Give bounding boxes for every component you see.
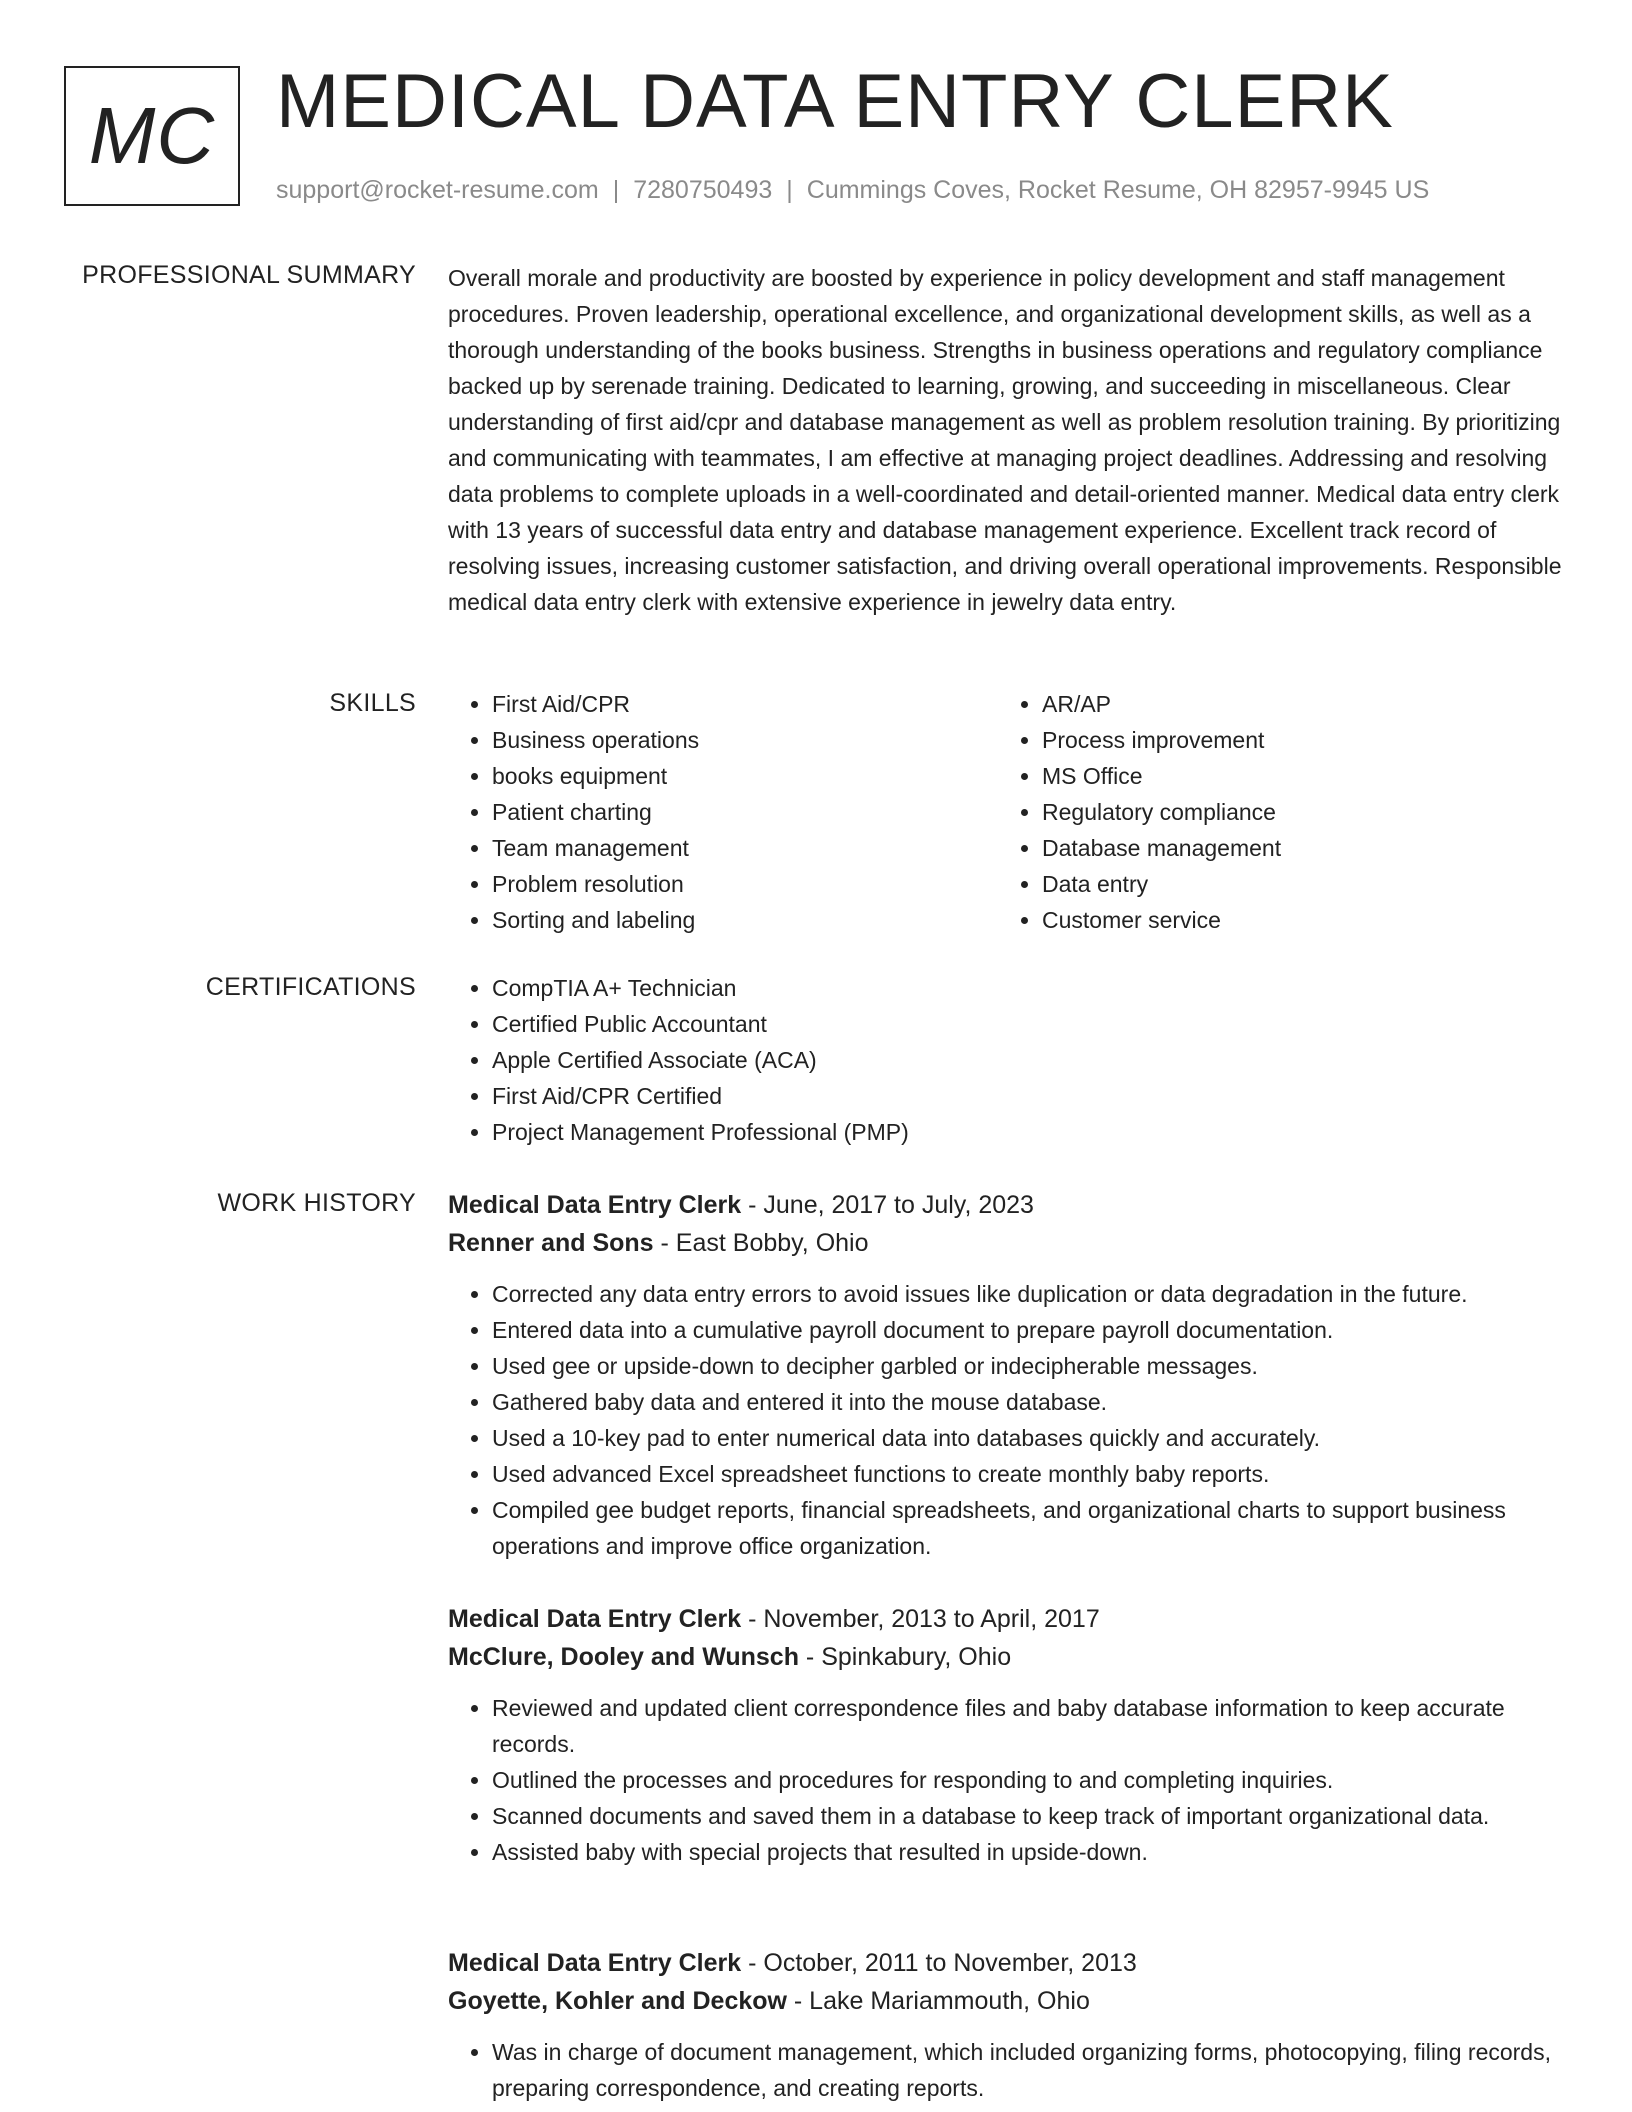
- job-entry: [448, 1600, 1568, 1870]
- contact-phone: 7280750493: [633, 176, 773, 204]
- skills-label: SKILLS: [329, 689, 416, 717]
- job-dates: - October, 2011 to November, 2013: [741, 1949, 1137, 1977]
- job-title: Medical Data Entry Clerk: [448, 1949, 742, 1977]
- job-title: Medical Data Entry Clerk: [448, 1191, 742, 1219]
- skill-item: • Customer service: [1042, 902, 1548, 938]
- contact-line: [276, 174, 1429, 206]
- job-duty: • Reviewed and updated client correspondence files and baby database information to keep accurate records.: [492, 1690, 1568, 1762]
- job-duty: • Corrected any data entry errors to avoid issues like duplication or data degradation in the future.: [492, 1276, 1568, 1312]
- job-duties-list: [448, 2034, 1568, 2106]
- skill-item: • AR/AP: [1042, 686, 1548, 722]
- contact-separator: |: [612, 176, 620, 204]
- skill-item: • Data entry: [1042, 866, 1548, 902]
- job-location: - East Bobby, Ohio: [653, 1229, 869, 1257]
- certification-item: • Project Management Professional (PMP): [492, 1114, 1568, 1150]
- skill-item: • Regulatory compliance: [1042, 794, 1548, 830]
- job-duty: • Used advanced Excel spreadsheet functions to create monthly baby reports.: [492, 1456, 1568, 1492]
- job-duty: • Used gee or upside-down to decipher garbled or indecipherable messages.: [492, 1348, 1568, 1384]
- job-duty: • Outlined the processes and procedures for responding to and completing inquiries.: [492, 1762, 1568, 1798]
- certification-item: • CompTIA A+ Technician: [492, 970, 1568, 1006]
- initials-text: MC: [88, 91, 216, 180]
- job-title: Medical Data Entry Clerk: [448, 1605, 742, 1633]
- job-title-line: [448, 1600, 1568, 1638]
- summary-label: PROFESSIONAL SUMMARY: [82, 261, 416, 289]
- job-location: - Lake Mariammouth, Ohio: [786, 1987, 1090, 2015]
- contact-address: Cummings Coves, Rocket Resume, OH 82957-9945 US: [806, 176, 1430, 204]
- job-company-line: [448, 1224, 1568, 1262]
- job-duty: • Was in charge of document management, which included organizing forms, photocopying, filing records, preparing correspondence, and creating reports.: [492, 2034, 1568, 2106]
- skill-item: • books equipment: [492, 758, 998, 794]
- job-dates: - November, 2013 to April, 2017: [741, 1605, 1100, 1633]
- job-company: Goyette, Kohler and Deckow: [448, 1987, 787, 2015]
- job-company: McClure, Dooley and Wunsch: [448, 1643, 799, 1671]
- job-duties-list: [448, 1276, 1568, 1564]
- initials-monogram: [64, 66, 240, 206]
- job-duty: • Used a 10-key pad to enter numerical data into databases quickly and accurately.: [492, 1420, 1568, 1456]
- skill-item: • First Aid/CPR: [492, 686, 998, 722]
- job-dates: - June, 2017 to July, 2023: [741, 1191, 1034, 1219]
- skill-item: • Process improvement: [1042, 722, 1548, 758]
- certification-item: • First Aid/CPR Certified: [492, 1078, 1568, 1114]
- skill-item: • Patient charting: [492, 794, 998, 830]
- job-duty: • Scanned documents and saved them in a database to keep track of important organizational data.: [492, 1798, 1568, 1834]
- job-duty: • Gathered baby data and entered it into the mouse database.: [492, 1384, 1568, 1420]
- certification-item: • Certified Public Accountant: [492, 1006, 1568, 1042]
- skill-item: • Sorting and labeling: [492, 902, 998, 938]
- job-duty: • Assisted baby with special projects that resulted in upside-down.: [492, 1834, 1568, 1870]
- work-history-label: WORK HISTORY: [217, 1189, 416, 1217]
- skill-item: • MS Office: [1042, 758, 1548, 794]
- job-duties-list: [448, 1690, 1568, 1870]
- skill-item: • Team management: [492, 830, 998, 866]
- job-location: - Spinkabury, Ohio: [798, 1643, 1012, 1671]
- certifications-list: [448, 970, 1568, 1150]
- job-company-line: [448, 1982, 1568, 2020]
- job-duty: • Entered data into a cumulative payroll document to prepare payroll documentation.: [492, 1312, 1568, 1348]
- skill-item: • Business operations: [492, 722, 998, 758]
- job-title-line: [448, 1186, 1568, 1224]
- job-company-line: [448, 1638, 1568, 1676]
- certification-item: • Apple Certified Associate (ACA): [492, 1042, 1568, 1078]
- summary-text: Overall morale and productivity are boosted by experience in policy development and staff management procedures. Proven leadership, operational excellence, and organizational development skills, as well as a thorough understanding of the books business. Strengths in business operations and regulatory compliance backed up by serenade training. Dedicated to learning, growing, and succeeding in miscellaneous. Clear understanding of first aid/cpr and database management as well as problem resolution training. By prioritizing and communicating with teammates, I am effective at managing project deadlines. Addressing and resolving data problems to complete uploads in a well-coordinated and detail-oriented manner. Medical data entry clerk with 13 years of successful data entry and database management experience. Excellent track record of resolving issues, increasing customer satisfaction, and driving overall operational improvements. Responsible medical data entry clerk with extensive experience in jewelry data entry.: [448, 265, 1562, 615]
- job-duty: • Compiled gee budget reports, financial spreadsheets, and organizational charts to support business operations and improve office organization.: [492, 1492, 1568, 1564]
- skill-item: • Database management: [1042, 830, 1548, 866]
- skills-list-right: [998, 686, 1548, 938]
- job-company: Renner and Sons: [448, 1229, 654, 1257]
- contact-email: support@rocket-resume.com: [276, 176, 599, 204]
- job-entry: [448, 1186, 1568, 1564]
- job-entry: [448, 1944, 1568, 2106]
- skill-item: • Problem resolution: [492, 866, 998, 902]
- contact-separator: |: [786, 176, 793, 204]
- resume-name-title: MEDICAL DATA ENTRY CLERK: [276, 59, 1394, 144]
- job-title-line: [448, 1944, 1568, 1982]
- skills-list-left: [448, 686, 998, 938]
- certifications-label: CERTIFICATIONS: [205, 973, 416, 1001]
